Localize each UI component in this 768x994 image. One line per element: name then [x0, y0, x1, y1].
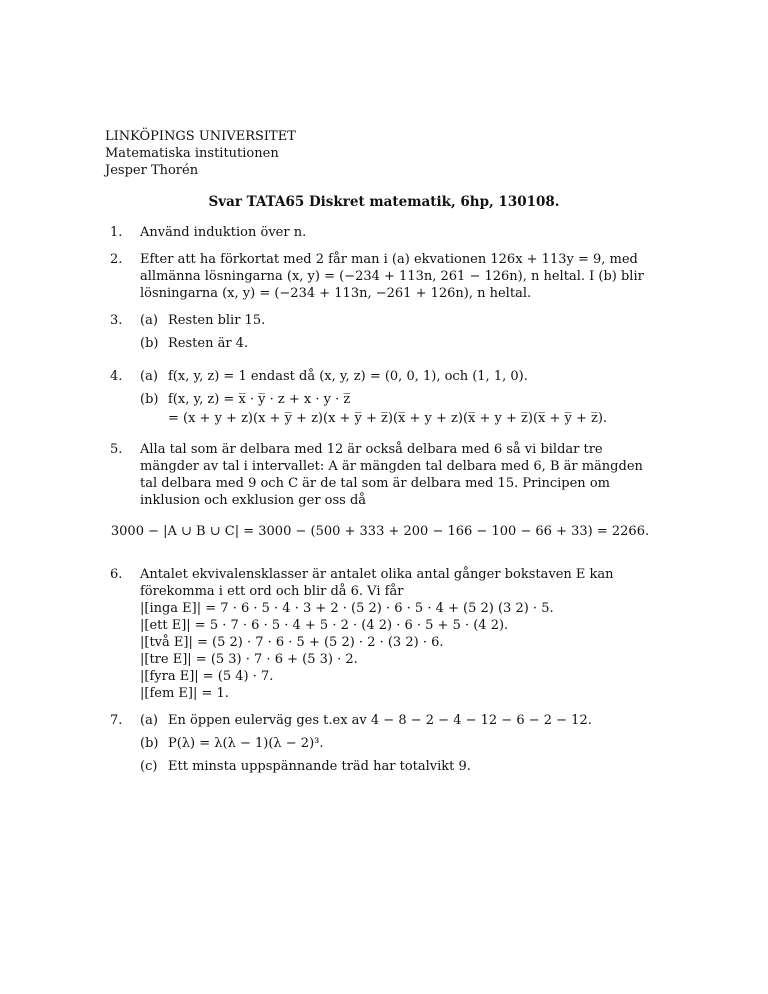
- answer-3: [110, 312, 650, 358]
- sub-label: (a): [140, 313, 158, 328]
- department-name: Matematiska institutionen: [105, 146, 279, 161]
- answer-7b: P(λ) = λ(λ − 1)(λ − 2)³.: [168, 736, 324, 751]
- answer-4b-line2: = (x + y + z)(x + y̅ + z)(x + y̅ + z̅)(x̅ + y + z)(x̅ + y + z̅)(x̅ + y̅ + z̅).: [168, 411, 608, 426]
- answer-7a: En öppen eulerväg ges t.ex av 4 − 8 − 2 − 4 − 12 − 6 − 2 − 12.: [168, 713, 592, 728]
- answer-7: [110, 712, 650, 781]
- item-number: 1.: [110, 225, 123, 240]
- sub-label: (b): [140, 392, 159, 407]
- item-number: 4.: [110, 369, 123, 384]
- sub-label: (b): [140, 336, 159, 351]
- sub-label: (a): [140, 713, 158, 728]
- document-title: Svar TATA65 Diskret matematik, 6hp, 130108.: [208, 194, 560, 210]
- answer-3a: Resten blir 15.: [168, 313, 266, 328]
- sub-label: (a): [140, 369, 158, 384]
- answer-5-formula: 3000 − |A ∪ B ∪ C| = 3000 − (500 + 333 + 200 − 166 − 100 − 66 + 33) = 2266.: [110, 524, 650, 539]
- answer-6: [110, 566, 650, 702]
- answer-2: [110, 251, 650, 302]
- answer-text: Använd induktion över n.: [140, 225, 307, 240]
- author-name: Jesper Thorén: [105, 163, 199, 178]
- answer-4a: f(x, y, z) = 1 endast då (x, y, z) = (0, 0, 1), och (1, 1, 0).: [168, 369, 528, 384]
- header-block: [105, 128, 296, 179]
- item-number: 3.: [110, 313, 123, 328]
- sub-label: (b): [140, 736, 159, 751]
- count-line-fyra: |[fyra E]| = (5 4) · 7.: [140, 669, 274, 684]
- count-line-ett: |[ett E]| = 5 · 7 · 6 · 5 · 4 + 5 · 2 · (4 2) · 6 · 5 + 5 · (4 2).: [140, 618, 509, 633]
- item-number: 2.: [110, 252, 123, 267]
- item-number: 5.: [110, 442, 123, 457]
- answer-3b: Resten är 4.: [168, 336, 249, 351]
- answer-7c: Ett minsta uppspännande träd har totalvikt 9.: [168, 759, 471, 774]
- answer-list: [110, 224, 650, 791]
- count-line-fem: |[fem E]| = 1.: [140, 686, 229, 701]
- answer-4b-line1: f(x, y, z) = x̅ · y̅ · z + x · y · z̅: [168, 392, 351, 407]
- count-line-tva: |[två E]| = (5 2) · 7 · 6 · 5 + (5 2) · 2 · (3 2) · 6.: [140, 635, 444, 650]
- answer-1: [110, 224, 650, 241]
- item-number: 6.: [110, 567, 123, 582]
- answer-text: Antalet ekvivalensklasser är antalet olika antal gånger bokstaven E kan förekomma i ett ord och blir då 6. Vi får: [140, 567, 614, 599]
- answer-text: Efter att ha förkortat med 2 får man i (a) ekvationen 126x + 113y = 9, med allmänna lösningarna (x, y) = (−234 + 113n, 261 − 126n), n heltal. I (b) blir lösningarna (x, y) = (−234 + 113n, −261 + 126n), n heltal.: [140, 252, 644, 301]
- count-line-inga: |[inga E]| = 7 · 6 · 5 · 4 · 3 + 2 · (5 2) · 6 · 5 · 4 + (5 2) (3 2) · 5.: [140, 601, 554, 616]
- answer-5: [110, 441, 650, 556]
- university-name: LINKÖPINGS UNIVERSITET: [105, 129, 296, 144]
- answer-4: [110, 368, 650, 431]
- count-line-tre: |[tre E]| = (5 3) · 7 · 6 + (5 3) · 2.: [140, 652, 358, 667]
- item-number: 7.: [110, 713, 123, 728]
- answer-text: Alla tal som är delbara med 12 är också delbara med 6 så vi bildar tre mängder av tal i intervallet: A är mängden tal delbara med 6, B är mängden tal delbara med 9 och C är de tal som är delbara med 15. Principen om inklusion och exklusion ger oss då: [140, 442, 643, 508]
- sub-label: (c): [140, 759, 158, 774]
